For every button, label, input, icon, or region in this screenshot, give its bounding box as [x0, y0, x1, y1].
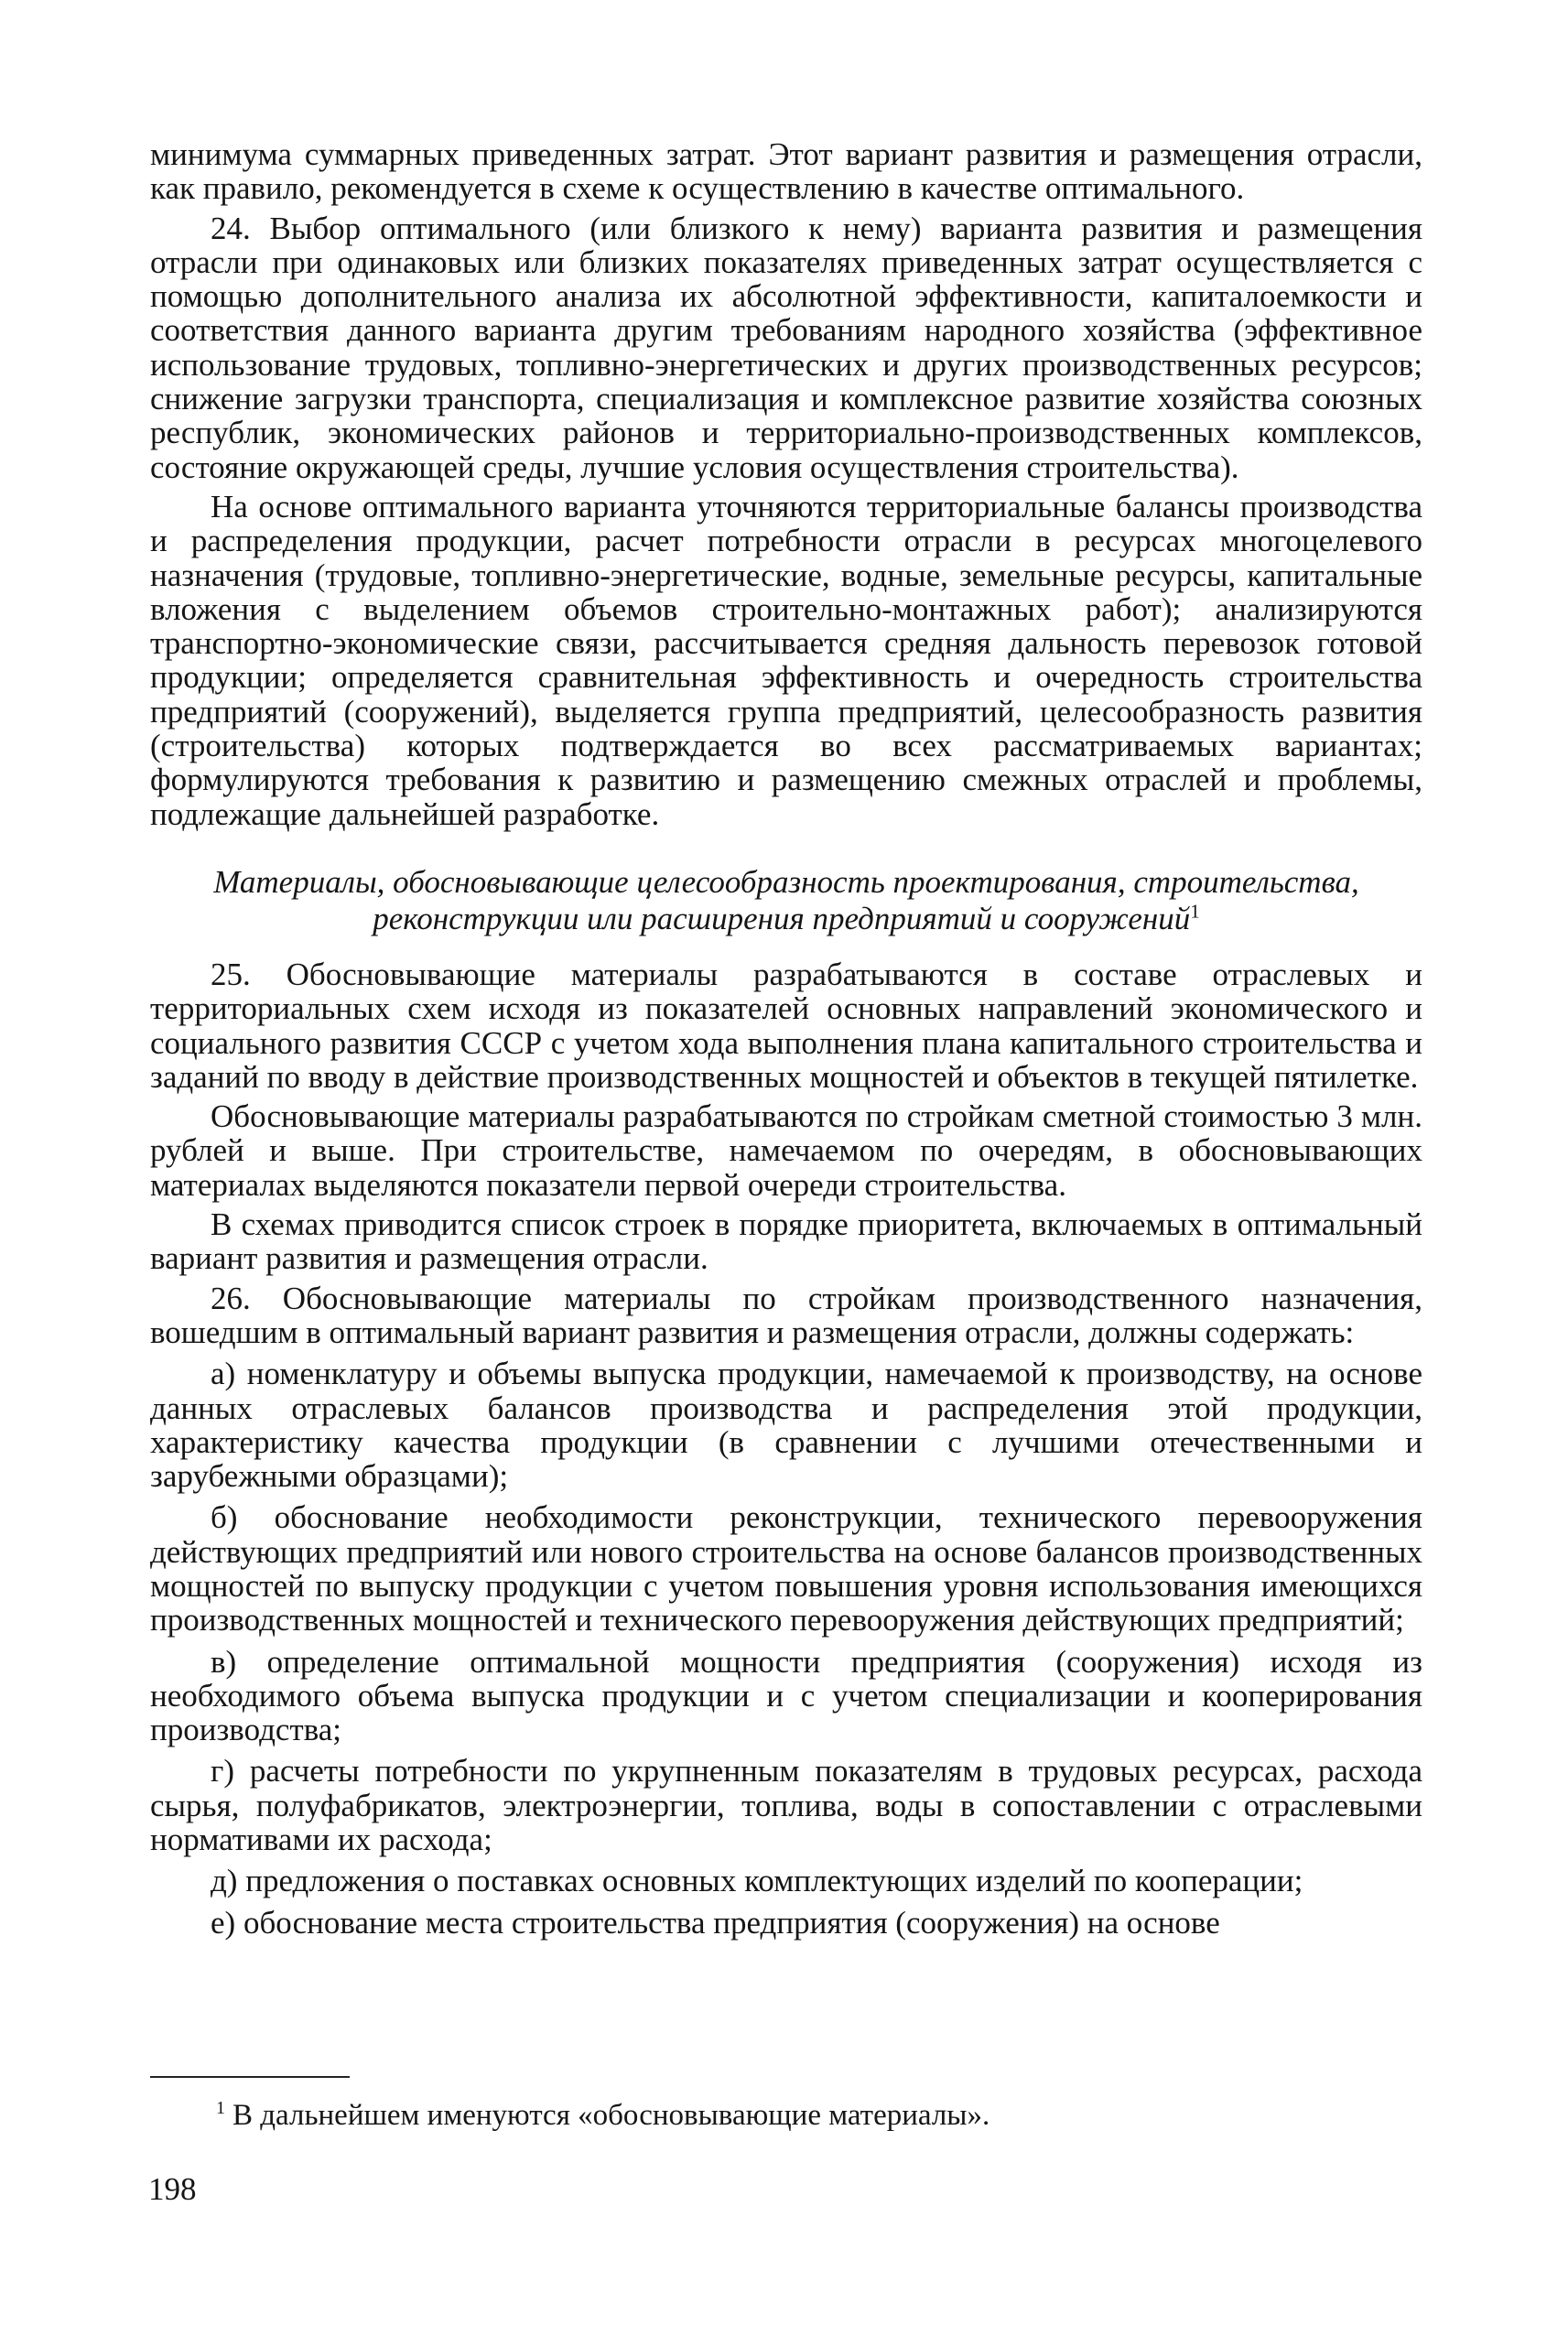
- paragraph-25-cost: Обосновывающие материалы разрабатываются по стройкам сметной стоимостью 3 млн. рублей и выше. При строительстве, намечаемом по очередям, в обосновывающих материалах выделяются показатели первой очереди строительства.: [150, 1098, 1422, 1203]
- section-heading-text: Материалы, обосновывающие целесообразность проектирования, строительства, реконструкции или расширения предприятий и сооружений: [213, 863, 1359, 936]
- paragraph-25-list: В схемах приводится список строек в порядке приоритета, включаемых в оптимальный вариант развития и размещения отрасли.: [150, 1206, 1422, 1277]
- footnote: [216, 2098, 989, 2133]
- list-item-b: б) обоснование необходимости реконструкции, технического перевооружения действующих предприятий или нового строительства на основе балансов производственных мощностей по выпуску продукции с учетом повышения уровня использования имеющихся производственных мощностей и технического перевооружения действующих предприятий;: [150, 1499, 1422, 1638]
- list-item-g: г) расчеты потребности по укрупненным показателям в трудовых ресурсах, расхода сырья, полуфабрикатов, электроэнергии, топлива, воды в сопоставлении с отраслевыми нормативами их расхода;: [150, 1753, 1422, 1858]
- footnote-mark: 1: [216, 2098, 225, 2118]
- footnote-reference: 1: [1190, 900, 1200, 923]
- list-item-v: в) определение оптимальной мощности предприятия (сооружения) исходя из необходимого объема выпуска продукции и с учетом специализации и кооперирования производства;: [150, 1643, 1422, 1748]
- paragraph-24: 24. Выбор оптимального (или близкого к нему) варианта развития и размещения отрасли при одинаковых или близких показателях приведенных затрат осуществляется с помощью дополнительного анализа их абсолютной эффективности, капиталоемкости и соответствия данного варианта другим требованиям народного хозяйства (эффективное использование трудовых, топливно-энергетических и других производственных ресурсов; снижение загрузки транспорта, специализация и комплексное развитие хозяйства союзных республик, экономических районов и территориально-производственных комплексов, состояние окружающей среды, лучшие условия осуществления строительства).: [150, 210, 1422, 485]
- list-item-a: а) номенклатуру и объемы выпуска продукции, намечаемой к производству, на основе данных отраслевых балансов производства и распределения этой продукции, характеристику качества продукции (в сравнении с лучшими отечественными и зарубежными образцами);: [150, 1356, 1422, 1495]
- list-item-e: е) обоснование места строительства предприятия (сооружения) на основе: [211, 1904, 1220, 1941]
- page-number: 198: [148, 2171, 197, 2207]
- paragraph-26: 26. Обосновывающие материалы по стройкам производственного назначения, вошедшим в оптимальный вариант развития и размещения отрасли, должны содержать:: [150, 1280, 1422, 1350]
- paragraph-25: 25. Обосновывающие материалы разрабатываются в составе отраслевых и территориальных схем исходя из показателей основных направлений экономического и социального развития СССР с учетом хода выполнения плана капитального строительства и заданий по вводу в действие производственных мощностей и объектов в текущей пятилетке.: [150, 956, 1422, 1095]
- paragraph-intro: минимума суммарных приведенных затрат. Этот вариант развития и размещения отрасли, как правило, рекомендуется в схеме к осуществлению в качестве оптимального.: [150, 136, 1422, 207]
- list-item-d: д) предложения о поставках основных комплектующих изделий по кооперации;: [211, 1863, 1303, 1899]
- page-body: [150, 137, 1422, 1940]
- paragraph-24-continued: На основе оптимального варианта уточняются территориальные балансы производства и распределения продукции, расчет потребности отрасли в ресурсах многоцелевого назначения (трудовые, топливно-энергетические, водные, земельные ресурсы, капитальные вложения с выделением объемов строительно-монтажных работ); анализируются транспортно-экономические связи, рассчитывается средняя дальность перевозок готовой продукции; определяется сравнительная эффективность и очередность строительства предприятий (сооружений), выделяется группа предприятий, целесообразность развития (строительства) которых подтверждается во всех рассматриваемых вариантах; формулируются требования к развитию и размещению смежных отраслей и проблемы, подлежащие дальнейшей разработке.: [150, 488, 1422, 832]
- footnote-text: В дальнейшем именуются «обосновывающие материалы».: [232, 2099, 990, 2132]
- footnote-divider: [150, 2076, 350, 2078]
- section-heading: [150, 864, 1422, 937]
